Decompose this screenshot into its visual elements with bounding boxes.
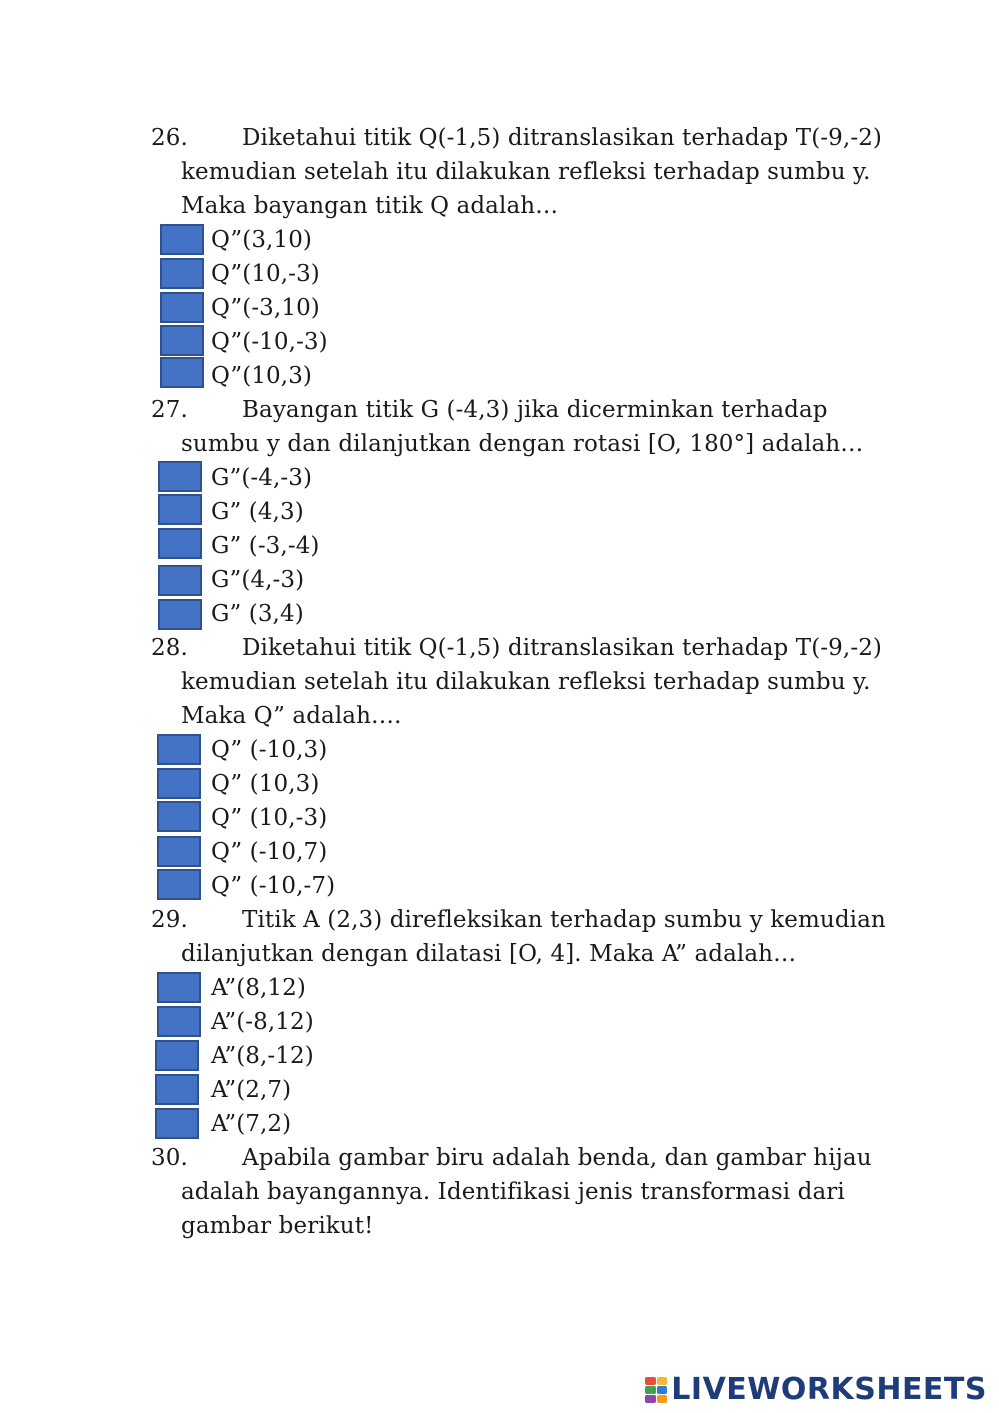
answer-option-label: A”(-8,12) [211, 1009, 314, 1035]
answer-option-label: G”(-4,-3) [211, 465, 313, 491]
answer-checkbox[interactable] [157, 801, 201, 832]
logo-icon [645, 1377, 667, 1403]
answer-checkbox[interactable] [158, 494, 202, 525]
answer-option-label: Q” (10,-3) [211, 805, 328, 831]
question-number: 26. [151, 125, 188, 151]
question-text-line: dilanjutkan dengan dilatasi [O, 4]. Maka A” adalah… [181, 941, 797, 967]
question-text-line: sumbu y dan dilanjutkan dengan rotasi [O, 180°] adalah… [181, 431, 864, 457]
answer-option-label: Q”(10,-3) [211, 261, 320, 287]
question-text-line: Bayangan titik G (-4,3) jika dicerminkan terhadap [242, 397, 828, 423]
question-number: 30. [151, 1145, 188, 1171]
answer-checkbox[interactable] [160, 357, 204, 388]
answer-checkbox[interactable] [155, 1040, 199, 1071]
answer-checkbox[interactable] [160, 292, 204, 323]
answer-option-label: Q”(-10,-3) [211, 329, 328, 355]
question-number: 29. [151, 907, 188, 933]
answer-checkbox[interactable] [155, 1108, 199, 1139]
question-text-line: Maka Q” adalah…. [181, 703, 402, 729]
answer-checkbox[interactable] [157, 768, 201, 799]
question-text-line: kemudian setelah itu dilakukan refleksi terhadap sumbu y. [181, 669, 871, 695]
answer-option-label: Q”(3,10) [211, 227, 312, 253]
answer-checkbox[interactable] [158, 461, 202, 492]
question-text-line: kemudian setelah itu dilakukan refleksi terhadap sumbu y. [181, 159, 871, 185]
answer-option-label: G”(4,-3) [211, 567, 305, 593]
answer-checkbox[interactable] [160, 224, 204, 255]
answer-checkbox[interactable] [155, 1074, 199, 1105]
answer-option-label: Q” (-10,7) [211, 839, 328, 865]
question-text-line: Apabila gambar biru adalah benda, dan gambar hijau [242, 1145, 872, 1171]
answer-option-label: Q” (-10,3) [211, 737, 328, 763]
answer-option-label: G” (3,4) [211, 601, 304, 627]
question-number: 28. [151, 635, 188, 661]
answer-option-label: Q” (10,3) [211, 771, 320, 797]
question-text-line: Maka bayangan titik Q adalah… [181, 193, 559, 219]
answer-checkbox[interactable] [158, 528, 202, 559]
answer-option-label: A”(2,7) [211, 1077, 292, 1103]
question-text-line: Diketahui titik Q(-1,5) ditranslasikan terhadap T(-9,-2) [242, 125, 882, 151]
answer-option-label: A”(7,2) [211, 1111, 292, 1137]
answer-checkbox[interactable] [160, 325, 204, 356]
answer-checkbox[interactable] [157, 972, 201, 1003]
answer-checkbox[interactable] [158, 565, 202, 596]
answer-checkbox[interactable] [160, 258, 204, 289]
answer-option-label: A”(8,-12) [211, 1043, 314, 1069]
question-text-line: Titik A (2,3) direfleksikan terhadap sumbu y kemudian [242, 907, 886, 933]
answer-option-label: Q”(-3,10) [211, 295, 320, 321]
answer-option-label: G” (4,3) [211, 499, 304, 525]
answer-option-label: Q”(10,3) [211, 363, 312, 389]
question-text-line: adalah bayangannya. Identifikasi jenis transformasi dari [181, 1179, 845, 1205]
answer-option-label: A”(8,12) [211, 975, 306, 1001]
answer-option-label: Q” (-10,-7) [211, 873, 336, 899]
answer-checkbox[interactable] [157, 734, 201, 765]
question-text-line: Diketahui titik Q(-1,5) ditranslasikan terhadap T(-9,-2) [242, 635, 882, 661]
question-text-line: gambar berikut! [181, 1213, 374, 1239]
answer-checkbox[interactable] [157, 869, 201, 900]
question-number: 27. [151, 397, 188, 423]
answer-checkbox[interactable] [157, 836, 201, 867]
answer-checkbox[interactable] [157, 1006, 201, 1037]
liveworksheets-logo[interactable] [645, 1372, 987, 1407]
logo-text: LIVEWORKSHEETS [671, 1372, 987, 1407]
answer-checkbox[interactable] [158, 599, 202, 630]
answer-option-label: G” (-3,-4) [211, 533, 320, 559]
